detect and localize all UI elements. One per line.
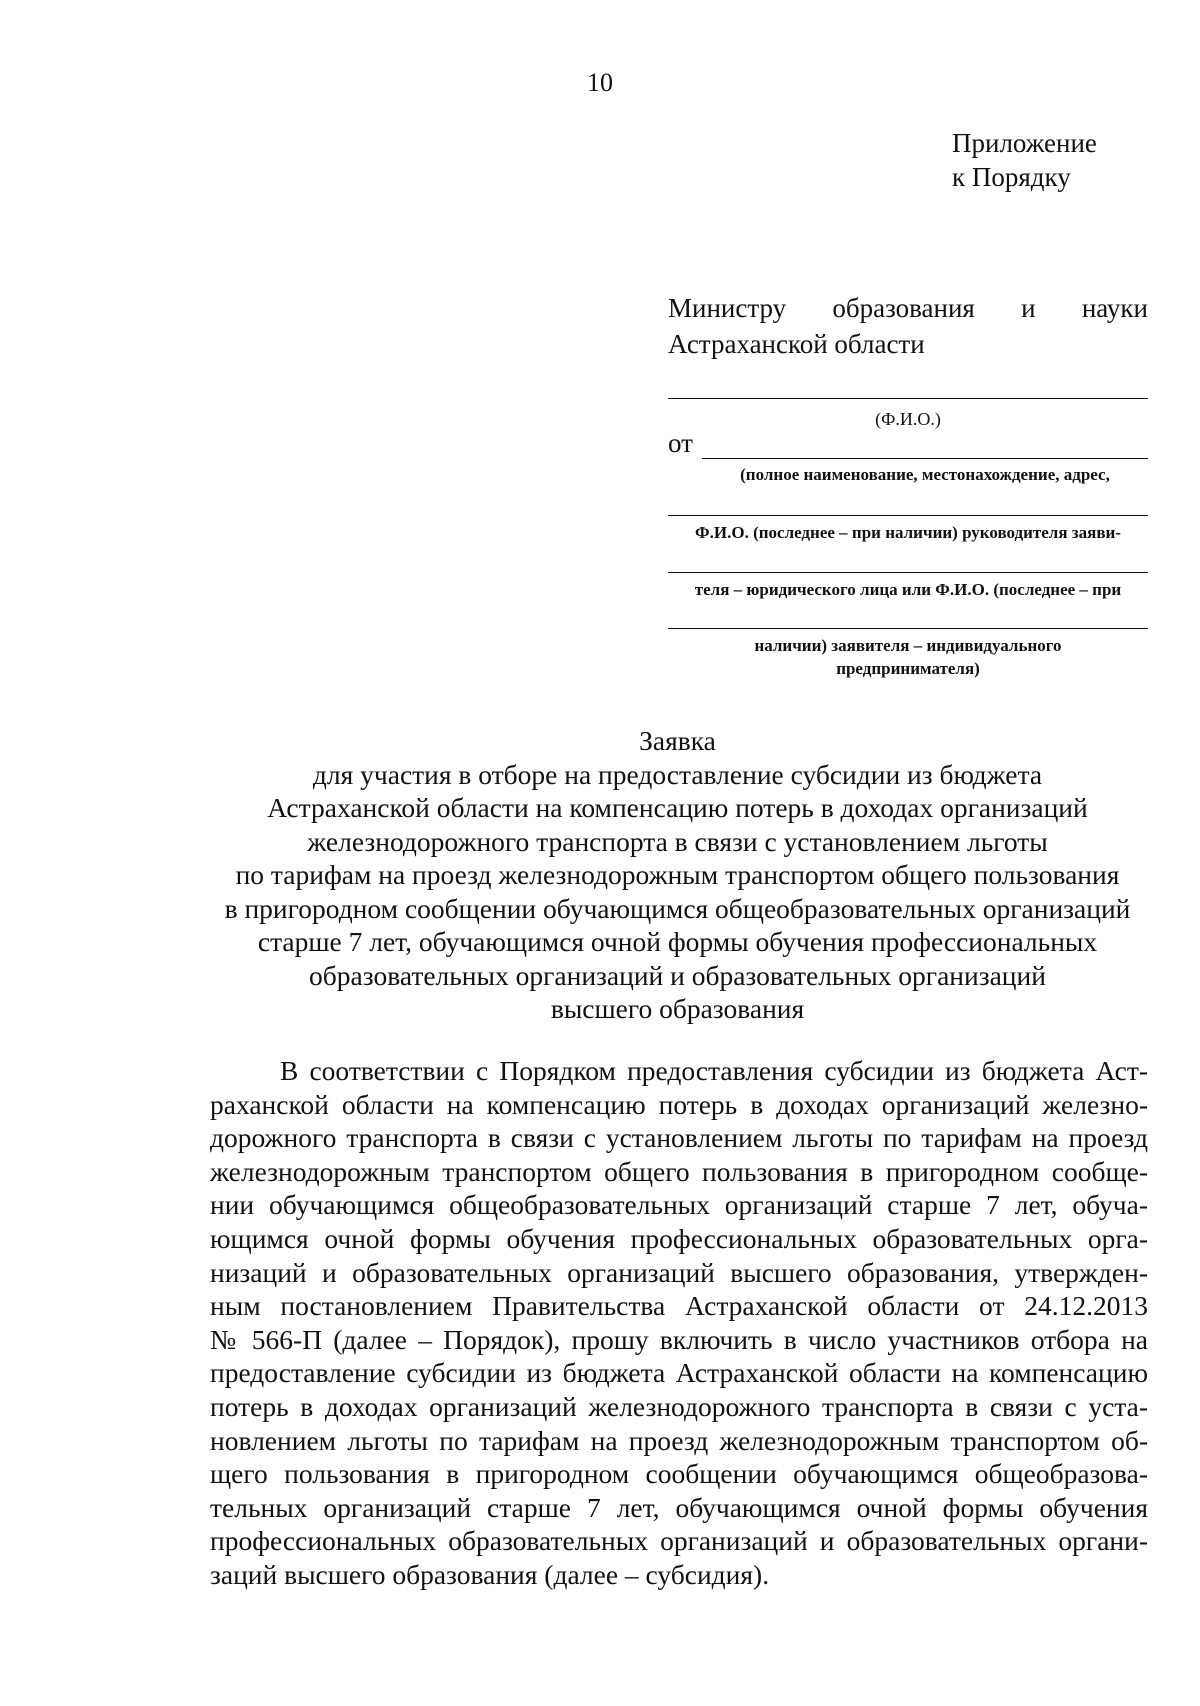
applicant-fill-line-2 bbox=[668, 515, 1148, 516]
application-title bbox=[150, 724, 1200, 1026]
from-fill-line bbox=[702, 458, 1148, 459]
body-line: щего пользования в пригородном сообщении обучающимся общеобразова- bbox=[210, 1458, 1148, 1490]
title-line: высшего образования bbox=[550, 993, 805, 1024]
body-line: № 566-П (далее – Порядок), прошу включить в число участников отбора на bbox=[210, 1323, 1148, 1355]
title-line: Астраханской области на компенсацию потерь в доходах организаций bbox=[267, 792, 1088, 823]
addressee-word: науки bbox=[1081, 293, 1148, 323]
title-line: образовательных организаций и образовательных организаций bbox=[309, 959, 1046, 991]
appendix-line-1: Приложение bbox=[952, 128, 1097, 158]
title-line: железнодорожного транспорта в связи с установлением льготы bbox=[307, 825, 1048, 857]
body-line: новлением льготы по тарифам на проезд железнодорожным транспортом об- bbox=[210, 1424, 1148, 1456]
applicant-caption-5: предпринимателя) bbox=[836, 659, 980, 678]
body-line: потерь в доходах организаций железнодорожного транспорта в связи с уста- bbox=[210, 1390, 1148, 1422]
body-line: ющимся очной формы обучения профессиональных образовательных орга- bbox=[210, 1222, 1148, 1254]
body-line: заций высшего образования (далее – субсидия). bbox=[210, 1558, 770, 1590]
applicant-caption-2: Ф.И.О. (последнее – при наличии) руководителя заяви- bbox=[695, 523, 1121, 542]
title-heading: Заявка bbox=[639, 725, 716, 756]
fio-caption: (Ф.И.О.) bbox=[875, 409, 941, 429]
addressee-word: Министру bbox=[668, 293, 787, 323]
title-line: старше 7 лет, обучающимся очной формы обучения профессиональных bbox=[257, 926, 1098, 957]
body-line: тельных организаций старше 7 лет, обучающимся очной формы обучения bbox=[210, 1491, 1148, 1523]
addressee-block bbox=[668, 290, 1148, 362]
body-line: железнодорожным транспортом общего пользования в пригородном сообще- bbox=[210, 1155, 1148, 1187]
title-line: для участия в отборе на предоставление субсидии из бюджета bbox=[312, 758, 1043, 790]
appendix-line-2: к Порядку bbox=[952, 162, 1071, 192]
applicant-fill-line-4 bbox=[668, 628, 1148, 629]
body-line: раханской области на компенсацию потерь в доходах организаций железно- bbox=[210, 1088, 1148, 1120]
addressee-line-2: Астраханской области bbox=[668, 329, 925, 359]
body-line: ным постановлением Правительства Астраханской области от 24.12.2013 bbox=[210, 1290, 1148, 1322]
title-line: по тарифам на проезд железнодорожным транспортом общего пользования bbox=[235, 859, 1120, 890]
body-line: нии обучающимся общеобразовательных организаций старше 7 лет, обуча- bbox=[210, 1189, 1148, 1221]
applicant-caption-3: теля – юридического лица или Ф.И.О. (последнее – при bbox=[694, 580, 1122, 599]
applicant-fill-line-3 bbox=[668, 572, 1148, 573]
applicant-caption-4: наличии) заявителя – индивидуального bbox=[754, 636, 1062, 655]
from-label: от bbox=[668, 428, 693, 458]
fio-fill-line bbox=[668, 398, 1148, 399]
body-line: дорожного транспорта в связи с установлением льготы по тарифам на проезд bbox=[210, 1122, 1148, 1154]
title-line: в пригородном сообщении обучающимся общеобразовательных организаций bbox=[224, 892, 1131, 924]
applicant-caption-1: (полное наименование, местонахождение, адрес, bbox=[740, 465, 1110, 484]
body-line: В соответствии с Порядком предоставления субсидии из бюджета Аст- bbox=[280, 1055, 1148, 1086]
body-line: низаций и образовательных организаций высшего образования, утвержден- bbox=[210, 1256, 1148, 1288]
body-line: профессиональных образовательных организаций и образовательных органи- bbox=[210, 1525, 1148, 1557]
appendix-note bbox=[952, 126, 1097, 194]
body-paragraph bbox=[210, 1054, 1148, 1592]
addressee-word: образования bbox=[832, 293, 975, 323]
addressee-word: и bbox=[1021, 293, 1036, 323]
body-line: предоставление субсидии из бюджета Астраханской области на компенсацию bbox=[210, 1357, 1148, 1389]
page-number: 10 bbox=[587, 68, 613, 97]
